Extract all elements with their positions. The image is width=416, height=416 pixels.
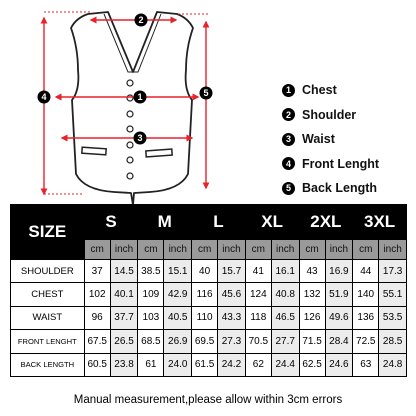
cm-value-cell: 72.5 — [353, 330, 379, 353]
vest-button — [127, 173, 133, 179]
table-row — [11, 330, 407, 353]
vest-button — [127, 95, 133, 101]
cm-value-cell: 44 — [353, 260, 379, 283]
inch-value-cell: 51.9 — [325, 283, 353, 306]
legend-label: Front Lenght — [302, 156, 380, 171]
unit-label: cm — [353, 240, 379, 260]
unit-label: cm — [192, 240, 218, 260]
table-row — [11, 283, 407, 306]
legend-item-shoulder — [282, 103, 412, 128]
marker-3 — [134, 132, 147, 145]
inch-value-cell: 15.1 — [164, 260, 192, 283]
legend-number: 4 — [282, 157, 295, 170]
table-row — [11, 260, 407, 283]
table-row — [11, 306, 407, 329]
inch-value-cell: 15.7 — [218, 260, 246, 283]
inch-value-cell: 16.9 — [325, 260, 353, 283]
inch-value-cell: 24.4 — [271, 353, 299, 376]
cm-value-cell: 61.5 — [192, 353, 218, 376]
unit-label: cm — [245, 240, 271, 260]
cm-value-cell: 103 — [138, 306, 164, 329]
cm-value-cell: 63 — [353, 353, 379, 376]
size-column-header: S — [84, 205, 138, 240]
cm-value-cell: 62.5 — [299, 353, 325, 376]
cm-value-cell: 38.5 — [138, 260, 164, 283]
cm-value-cell: 61 — [138, 353, 164, 376]
marker-1 — [134, 91, 147, 104]
cm-value-cell: 71.5 — [299, 330, 325, 353]
unit-label: inch — [271, 240, 299, 260]
cm-value-cell: 110 — [192, 306, 218, 329]
size-column-header: XL — [245, 205, 299, 240]
inch-value-cell: 16.1 — [271, 260, 299, 283]
legend-item-waist — [282, 127, 412, 152]
unit-label: cm — [138, 240, 164, 260]
svg-text:1: 1 — [137, 92, 143, 103]
cm-value-cell: 37 — [84, 260, 110, 283]
cm-value-cell: 132 — [299, 283, 325, 306]
size-corner-label: SIZE — [11, 205, 85, 260]
inch-value-cell: 55.1 — [379, 283, 407, 306]
marker-4 — [38, 91, 51, 104]
cm-value-cell: 140 — [353, 283, 379, 306]
legend-label: Shoulder — [302, 107, 357, 122]
legend-number: 5 — [282, 182, 295, 195]
inch-value-cell: 43.3 — [218, 306, 246, 329]
unit-label: inch — [164, 240, 192, 260]
cm-value-cell: 60.5 — [84, 353, 110, 376]
cm-value-cell: 124 — [245, 283, 271, 306]
cm-value-cell: 69.5 — [192, 330, 218, 353]
cm-value-cell: 40 — [192, 260, 218, 283]
row-label: FRONT LENGHT — [11, 330, 85, 353]
row-label: CHEST — [11, 283, 85, 306]
legend-label: Back Length — [302, 181, 378, 196]
cm-value-cell: 126 — [299, 306, 325, 329]
unit-label: inch — [379, 240, 407, 260]
inch-value-cell: 37.7 — [110, 306, 138, 329]
svg-text:4: 4 — [41, 92, 47, 103]
inch-value-cell: 28.5 — [379, 330, 407, 353]
inch-value-cell: 46.5 — [271, 306, 299, 329]
cm-value-cell: 43 — [299, 260, 325, 283]
inch-value-cell: 24.2 — [218, 353, 246, 376]
table-row — [11, 353, 407, 376]
vest-button — [127, 126, 133, 132]
row-label: WAIST — [11, 306, 85, 329]
svg-text:5: 5 — [203, 88, 209, 99]
cm-value-cell: 102 — [84, 283, 110, 306]
inch-value-cell: 17.3 — [379, 260, 407, 283]
measurement-footnote: Manual measurement,please allow within 3cm errors — [73, 394, 343, 406]
vest-button — [127, 157, 133, 163]
size-header-row — [11, 205, 407, 240]
cm-value-cell: 62 — [245, 353, 271, 376]
cm-value-cell: 116 — [192, 283, 218, 306]
cm-value-cell: 41 — [245, 260, 271, 283]
inch-value-cell: 45.6 — [218, 283, 246, 306]
vest-button — [127, 80, 133, 86]
size-chart-table — [10, 204, 407, 377]
inch-value-cell: 24.8 — [379, 353, 407, 376]
inch-value-cell: 40.1 — [110, 283, 138, 306]
cm-value-cell: 70.5 — [245, 330, 271, 353]
inch-value-cell: 28.4 — [325, 330, 353, 353]
inch-value-cell: 24.6 — [325, 353, 353, 376]
row-label: SHOULDER — [11, 260, 85, 283]
vest-button — [127, 111, 133, 117]
inch-value-cell: 42.9 — [164, 283, 192, 306]
legend-label: Chest — [302, 83, 337, 98]
cm-value-cell: 68.5 — [138, 330, 164, 353]
legend-number: 1 — [282, 84, 295, 97]
vest-button — [127, 142, 133, 148]
inch-value-cell: 23.8 — [110, 353, 138, 376]
inch-value-cell: 40.8 — [271, 283, 299, 306]
inch-value-cell: 40.5 — [164, 306, 192, 329]
legend-label: Waist — [302, 132, 335, 147]
inch-value-cell: 27.7 — [271, 330, 299, 353]
size-column-header: 2XL — [299, 205, 353, 240]
cm-value-cell: 67.5 — [84, 330, 110, 353]
unit-label: cm — [299, 240, 325, 260]
inch-value-cell: 26.5 — [110, 330, 138, 353]
legend-item-back-length — [282, 176, 412, 201]
size-column-header: M — [138, 205, 192, 240]
svg-text:3: 3 — [137, 133, 143, 144]
inch-value-cell: 14.5 — [110, 260, 138, 283]
legend-number: 3 — [282, 133, 295, 146]
inch-value-cell: 53.5 — [379, 306, 407, 329]
unit-label: inch — [325, 240, 353, 260]
marker-2 — [135, 14, 148, 27]
unit-label: cm — [84, 240, 110, 260]
inch-value-cell: 26.9 — [164, 330, 192, 353]
inch-value-cell: 49.6 — [325, 306, 353, 329]
inch-value-cell: 27.3 — [218, 330, 246, 353]
size-column-header: L — [192, 205, 246, 240]
svg-text:2: 2 — [138, 15, 144, 26]
marker-5 — [200, 87, 213, 100]
cm-value-cell: 96 — [84, 306, 110, 329]
size-column-header: 3XL — [353, 205, 407, 240]
unit-label: inch — [218, 240, 246, 260]
legend-item-chest — [282, 78, 412, 103]
legend-number: 2 — [282, 108, 295, 121]
row-label: BACK LENGTH — [11, 353, 85, 376]
measurement-legend — [282, 78, 412, 201]
unit-label: inch — [110, 240, 138, 260]
cm-value-cell: 118 — [245, 306, 271, 329]
inch-value-cell: 24.0 — [164, 353, 192, 376]
legend-item-front-length — [282, 152, 412, 177]
cm-value-cell: 136 — [353, 306, 379, 329]
cm-value-cell: 109 — [138, 283, 164, 306]
